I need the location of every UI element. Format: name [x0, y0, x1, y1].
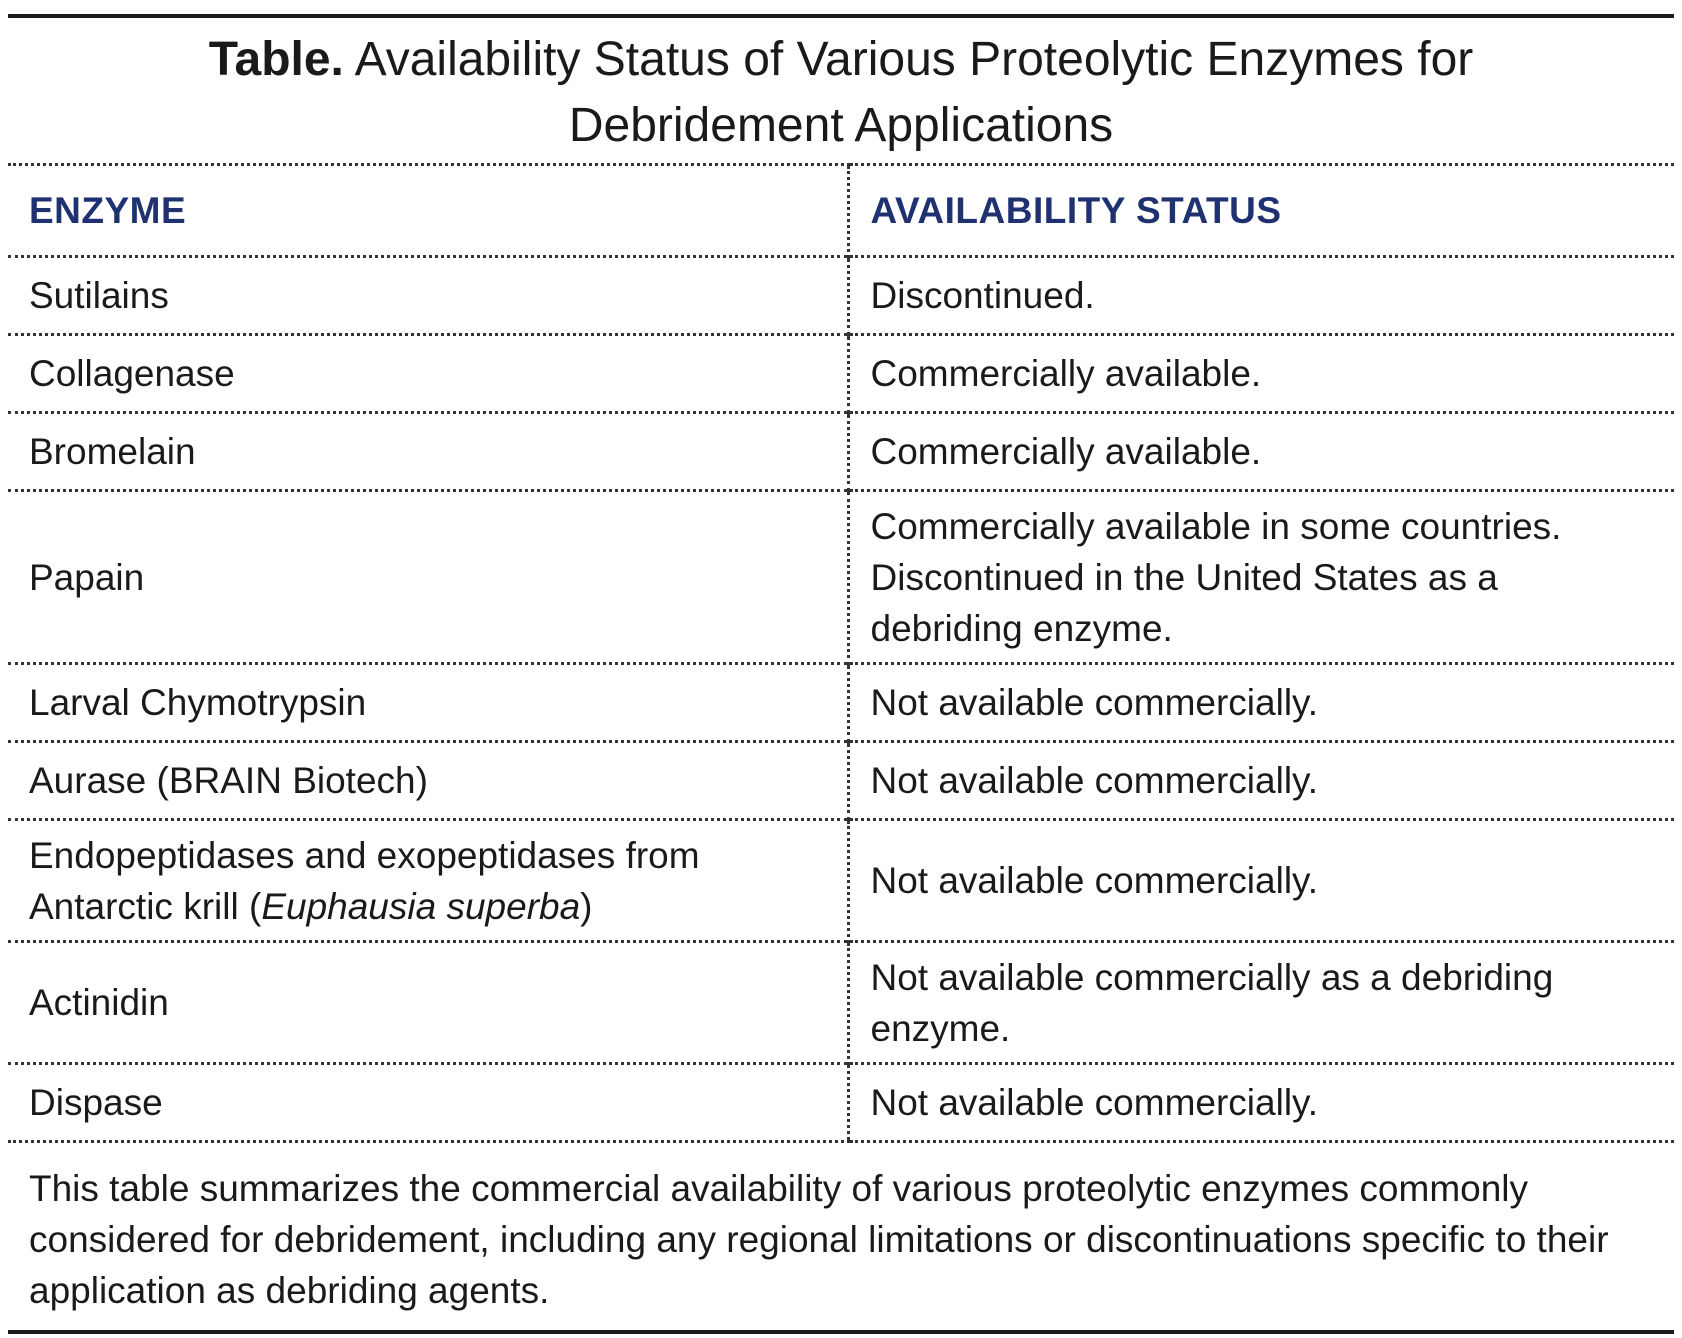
- enzyme-cell: Sutilains: [8, 257, 848, 335]
- table-row: [8, 942, 1674, 1064]
- footnote-line: application as debriding agents.: [29, 1270, 550, 1311]
- status-cell: Commercially available.: [848, 413, 1674, 491]
- status-cell: Not available commercially.: [848, 742, 1674, 820]
- enzyme-line: [29, 881, 827, 932]
- column-header-status: AVAILABILITY STATUS: [848, 165, 1674, 257]
- status-cell: [848, 942, 1674, 1064]
- status-line: Not available commercially as a debriding: [870, 956, 1554, 998]
- status-line: Discontinued in the United States as a: [870, 556, 1498, 598]
- table-row: [8, 1064, 1674, 1142]
- enzyme-text: Antarctic krill (: [29, 885, 262, 927]
- table-caption: [8, 18, 1674, 163]
- caption-title-part-1: Availability Status of Various Proteolytic Enzymes for: [354, 32, 1474, 86]
- enzyme-cell: Dispase: [8, 1064, 848, 1142]
- caption-line-2: Debridement Applications: [568, 98, 1114, 152]
- table-row: [8, 335, 1674, 413]
- caption-line-1: [209, 27, 1474, 93]
- table-row: [8, 257, 1674, 335]
- enzyme-cell: Collagenase: [8, 335, 848, 413]
- enzyme-table: [8, 163, 1674, 1143]
- column-header-enzyme: ENZYME: [8, 165, 848, 257]
- header-row: [8, 165, 1674, 257]
- footnote-line: considered for debridement, including any regional limitations or discontinuations specific to their: [29, 1219, 1609, 1260]
- table-row: [8, 413, 1674, 491]
- table-frame: [8, 14, 1674, 1334]
- caption-label: Table.: [208, 32, 344, 86]
- status-cell: Not available commercially.: [848, 664, 1674, 742]
- status-cell: [848, 491, 1674, 664]
- table-row: [8, 820, 1674, 942]
- enzyme-cell: Aurase (BRAIN Biotech): [8, 742, 848, 820]
- status-cell: Not available commercially.: [848, 820, 1674, 942]
- enzyme-text: ): [580, 885, 593, 927]
- table-footnote: [8, 1143, 1674, 1316]
- status-line: Commercially available in some countries.: [870, 505, 1562, 547]
- status-cell: Commercially available.: [848, 335, 1674, 413]
- status-line: enzyme.: [870, 1007, 1011, 1049]
- table-row: [8, 664, 1674, 742]
- enzyme-cell: Bromelain: [8, 413, 848, 491]
- enzyme-line: Endopeptidases and exopeptidases from: [29, 834, 700, 876]
- enzyme-cell: Actinidin: [8, 942, 848, 1064]
- status-cell: Not available commercially.: [848, 1064, 1674, 1142]
- status-cell: Discontinued.: [848, 257, 1674, 335]
- species-name: Euphausia superba: [261, 885, 581, 927]
- enzyme-cell: [8, 820, 848, 942]
- table-row: [8, 491, 1674, 664]
- table-row: [8, 742, 1674, 820]
- enzyme-cell: Larval Chymotrypsin: [8, 664, 848, 742]
- footnote-line: This table summarizes the commercial availability of various proteolytic enzymes commonly: [29, 1168, 1529, 1209]
- enzyme-cell: Papain: [8, 491, 848, 664]
- status-line: debriding enzyme.: [870, 607, 1173, 649]
